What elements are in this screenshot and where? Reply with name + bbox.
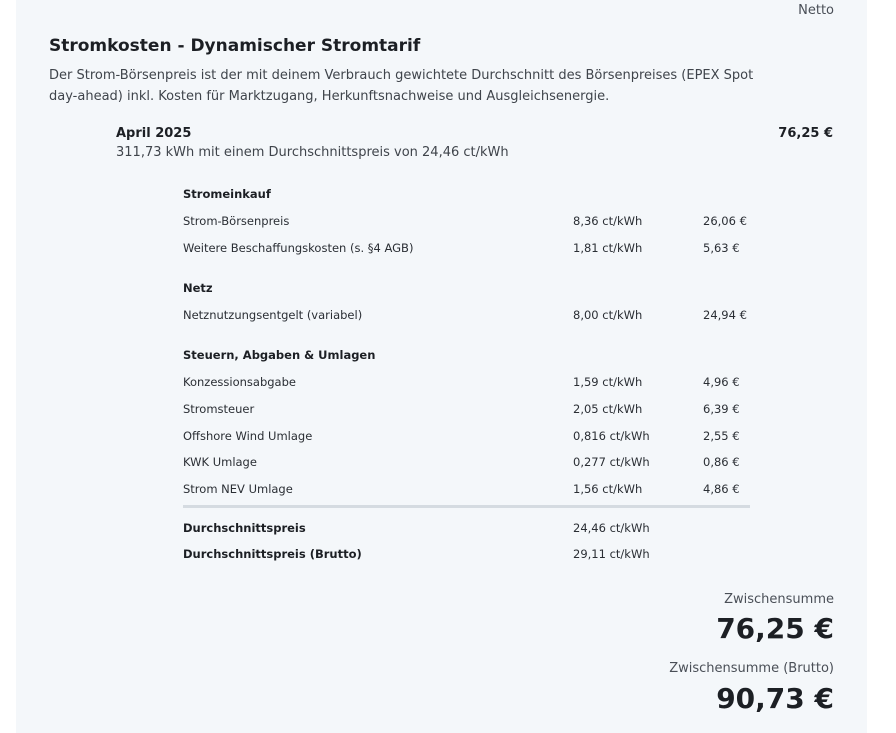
netto-column-header: Netto bbox=[798, 3, 834, 18]
row-amount: 2,55 € bbox=[703, 429, 740, 443]
row-amount: 4,96 € bbox=[703, 375, 740, 389]
row-label: Offshore Wind Umlage bbox=[183, 429, 313, 443]
row-label: Strom-Börsenpreis bbox=[183, 214, 290, 228]
group-title: Stromeinkauf bbox=[183, 187, 271, 201]
row-unit-price: 0,277 ct/kWh bbox=[573, 455, 650, 469]
row-amount: 6,39 € bbox=[703, 402, 740, 416]
group-title: Steuern, Abgaben & Umlagen bbox=[183, 348, 376, 362]
row-label: Stromsteuer bbox=[183, 402, 255, 416]
table-row bbox=[183, 427, 750, 445]
row-amount: 0,86 € bbox=[703, 455, 740, 469]
group-heading-stromeinkauf bbox=[183, 185, 750, 203]
row-amount: 26,06 € bbox=[703, 214, 747, 228]
subtotal-gross-label: Zwischensumme (Brutto) bbox=[669, 661, 834, 676]
row-label: Durchschnittspreis bbox=[183, 521, 306, 535]
row-unit-price: 8,36 ct/kWh bbox=[573, 214, 643, 228]
row-label: KWK Umlage bbox=[183, 455, 257, 469]
row-unit-price: 1,56 ct/kWh bbox=[573, 482, 643, 496]
row-unit-price: 8,00 ct/kWh bbox=[573, 308, 643, 322]
group-heading-netz bbox=[183, 279, 750, 297]
table-divider bbox=[183, 505, 750, 508]
row-unit-price: 1,59 ct/kWh bbox=[573, 375, 643, 389]
row-unit-price: 2,05 ct/kWh bbox=[573, 402, 643, 416]
row-label: Konzessionsabgabe bbox=[183, 375, 296, 389]
period-summary: 311,73 kWh mit einem Durchschnittspreis von 24,46 ct/kWh bbox=[116, 145, 509, 160]
average-price-row bbox=[183, 519, 750, 537]
row-unit-price: 0,816 ct/kWh bbox=[573, 429, 650, 443]
period-label: April 2025 bbox=[116, 126, 192, 141]
group-title: Netz bbox=[183, 281, 213, 295]
table-row bbox=[183, 212, 750, 230]
row-amount: 5,63 € bbox=[703, 241, 740, 255]
table-row bbox=[183, 400, 750, 418]
row-unit-price: 24,46 ct/kWh bbox=[573, 521, 650, 535]
row-amount: 24,94 € bbox=[703, 308, 747, 322]
group-heading-steuern bbox=[183, 346, 750, 364]
table-row bbox=[183, 306, 750, 324]
row-amount: 4,86 € bbox=[703, 482, 740, 496]
row-unit-price: 1,81 ct/kWh bbox=[573, 241, 643, 255]
subtotal-label: Zwischensumme bbox=[724, 592, 834, 607]
row-label: Weitere Beschaffungskosten (s. §4 AGB) bbox=[183, 241, 414, 255]
subtotal-value: 76,25 € bbox=[716, 612, 834, 645]
table-row bbox=[183, 239, 750, 257]
subtotal-gross-value: 90,73 € bbox=[716, 682, 834, 715]
row-label: Strom NEV Umlage bbox=[183, 482, 293, 496]
table-row bbox=[183, 480, 750, 498]
row-unit-price: 29,11 ct/kWh bbox=[573, 547, 650, 561]
average-price-gross-row bbox=[183, 545, 750, 563]
row-label: Netznutzungsentgelt (variabel) bbox=[183, 308, 363, 322]
section-title: Stromkosten - Dynamischer Stromtarif bbox=[49, 36, 421, 56]
table-row bbox=[183, 373, 750, 391]
row-label: Durchschnittspreis (Brutto) bbox=[183, 547, 362, 561]
section-description: Der Strom-Börsenpreis ist der mit deinem Verbrauch gewichtete Durchschnitt des Börsenpreises (EPEX Spot day-ahead) inkl. Kosten für Marktzugang, Herkunftsnachweise und Ausgleichsenergie. bbox=[49, 68, 754, 104]
period-total: 76,25 € bbox=[778, 126, 833, 141]
table-row bbox=[183, 453, 750, 471]
